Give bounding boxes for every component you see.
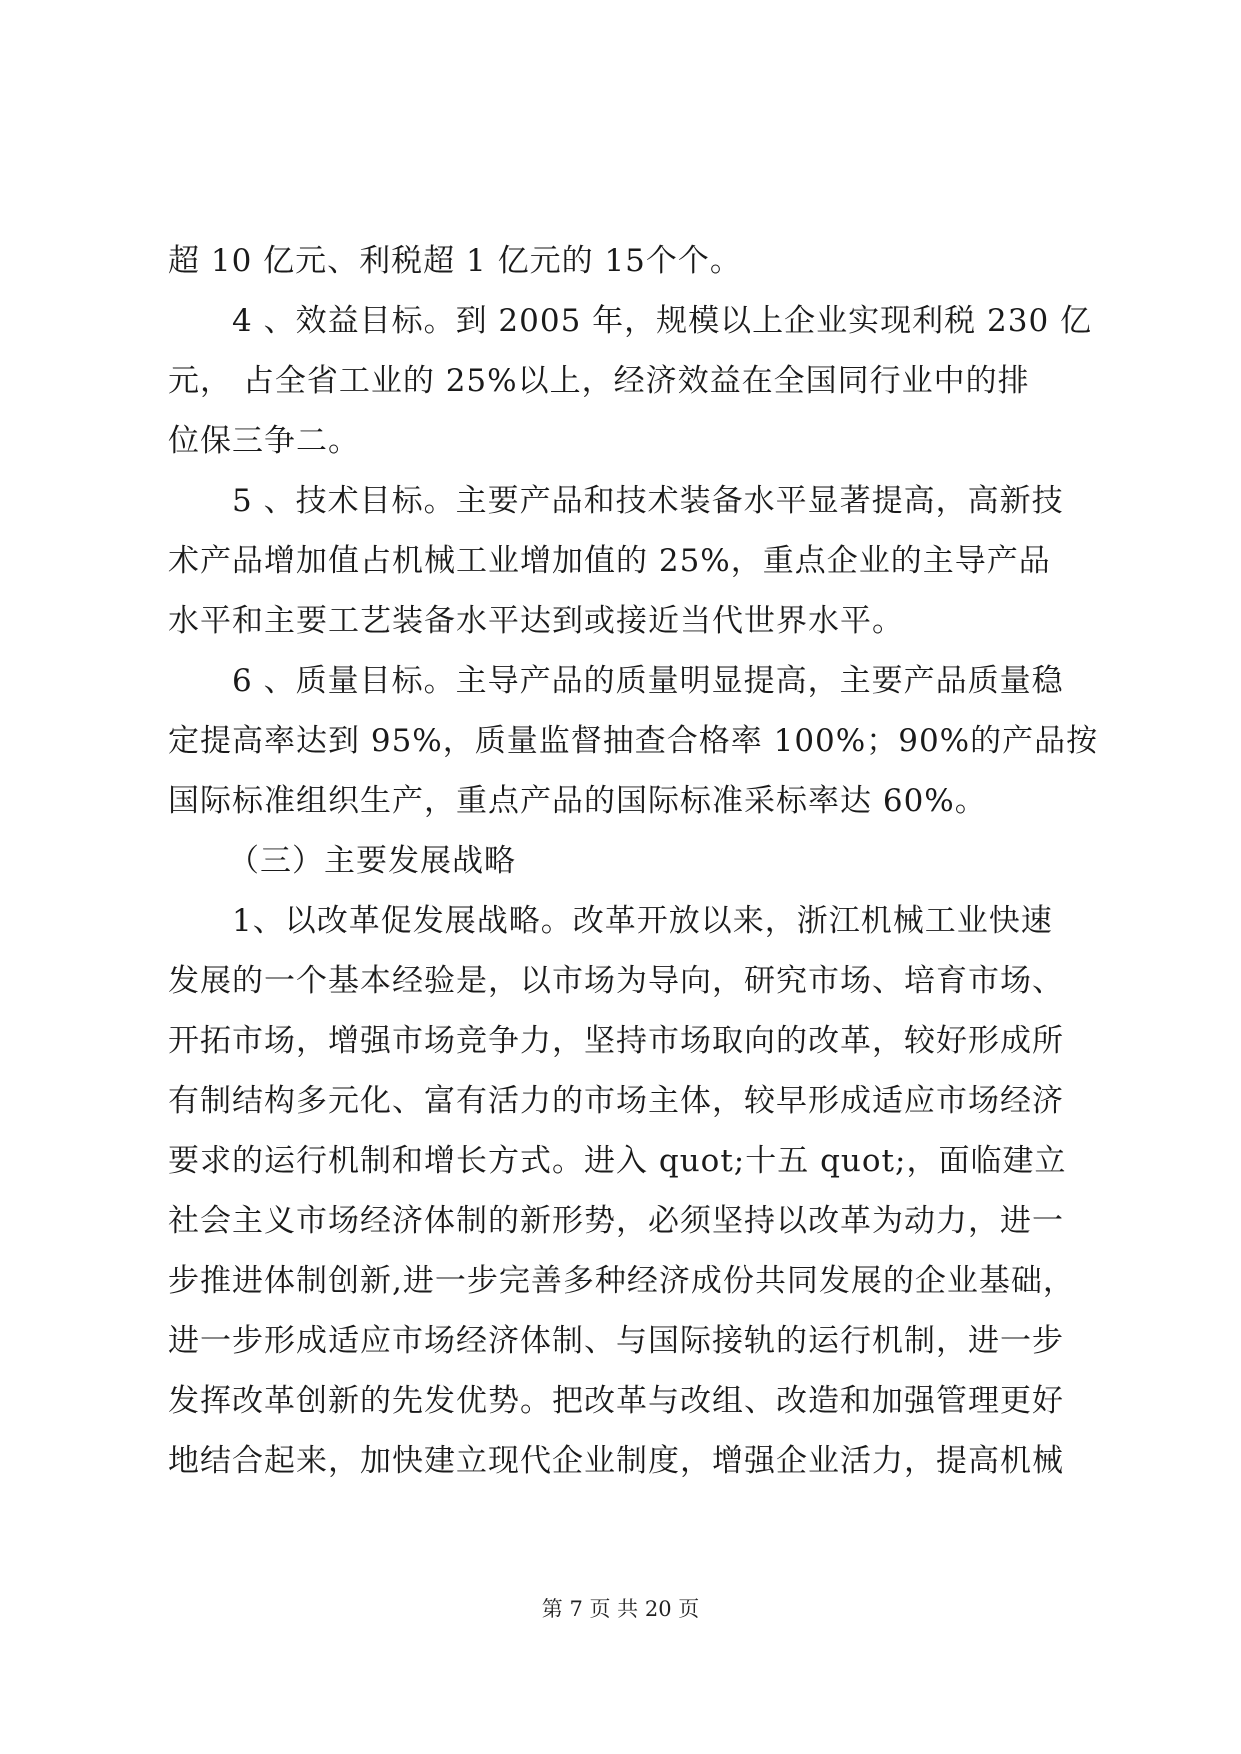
text-line-21: 地结合起来，加快建立现代企业制度，增强企业活力，提高机械 xyxy=(168,1443,1064,1479)
text-line-6: 术产品增加值占机械工业增加值的 25%，重点企业的主导产品 xyxy=(168,543,1051,579)
section-heading: （三）主要发展战略 xyxy=(228,843,516,879)
text-line-3: 元， 占全省工业的 25%以上，经济效益在全国同行业中的排 xyxy=(168,363,1030,399)
text-line-15: 有制结构多元化、富有活力的市场主体，较早形成适应市场经济 xyxy=(168,1083,1064,1119)
text-line-18: 步推进体制创新,进一步完善多种经济成份共同发展的企业基础， xyxy=(168,1263,1075,1299)
text-line-14: 开拓市场，增强市场竞争力，坚持市场取向的改革，较好形成所 xyxy=(168,1023,1064,1059)
text-line-4: 位保三争二。 xyxy=(168,423,360,459)
text-line-17: 社会主义市场经济体制的新形势，必须坚持以改革为动力，进一 xyxy=(168,1203,1064,1239)
text-line-16: 要求的运行机制和增长方式。进入 quot;十五 quot;，面临建立 xyxy=(168,1143,1067,1179)
text-line-20: 发挥改革创新的先发优势。把改革与改组、改造和加强管理更好 xyxy=(168,1383,1064,1419)
text-line-19: 进一步形成适应市场经济体制、与国际接轨的运行机制，进一步 xyxy=(168,1323,1064,1359)
text-line-13: 发展的一个基本经验是，以市场为导向，研究市场、培育市场、 xyxy=(168,963,1064,999)
text-line-10: 国际标准组织生产，重点产品的国际标准采标率达 60%。 xyxy=(168,783,987,819)
text-line-9: 定提高率达到 95%，质量监督抽查合格率 100%；90%的产品按 xyxy=(168,723,1099,759)
text-line-8: 6 、质量目标。主导产品的质量明显提高，主要产品质量稳 xyxy=(232,663,1064,699)
text-line-7: 水平和主要工艺装备水平达到或接近当代世界水平。 xyxy=(168,603,904,639)
text-line-1: 超 10 亿元、利税超 1 亿元的 15个个。 xyxy=(168,243,742,279)
page-number-footer: 第 7 页 共 20 页 xyxy=(541,1597,700,1621)
text-line-2: 4 、效益目标。到 2005 年，规模以上企业实现利税 230 亿 xyxy=(232,303,1093,339)
text-line-5: 5 、技术目标。主要产品和技术装备水平显著提高，高新技 xyxy=(232,483,1064,519)
text-line-12: 1、以改革促发展战略。改革开放以来，浙江机械工业快速 xyxy=(232,903,1053,939)
